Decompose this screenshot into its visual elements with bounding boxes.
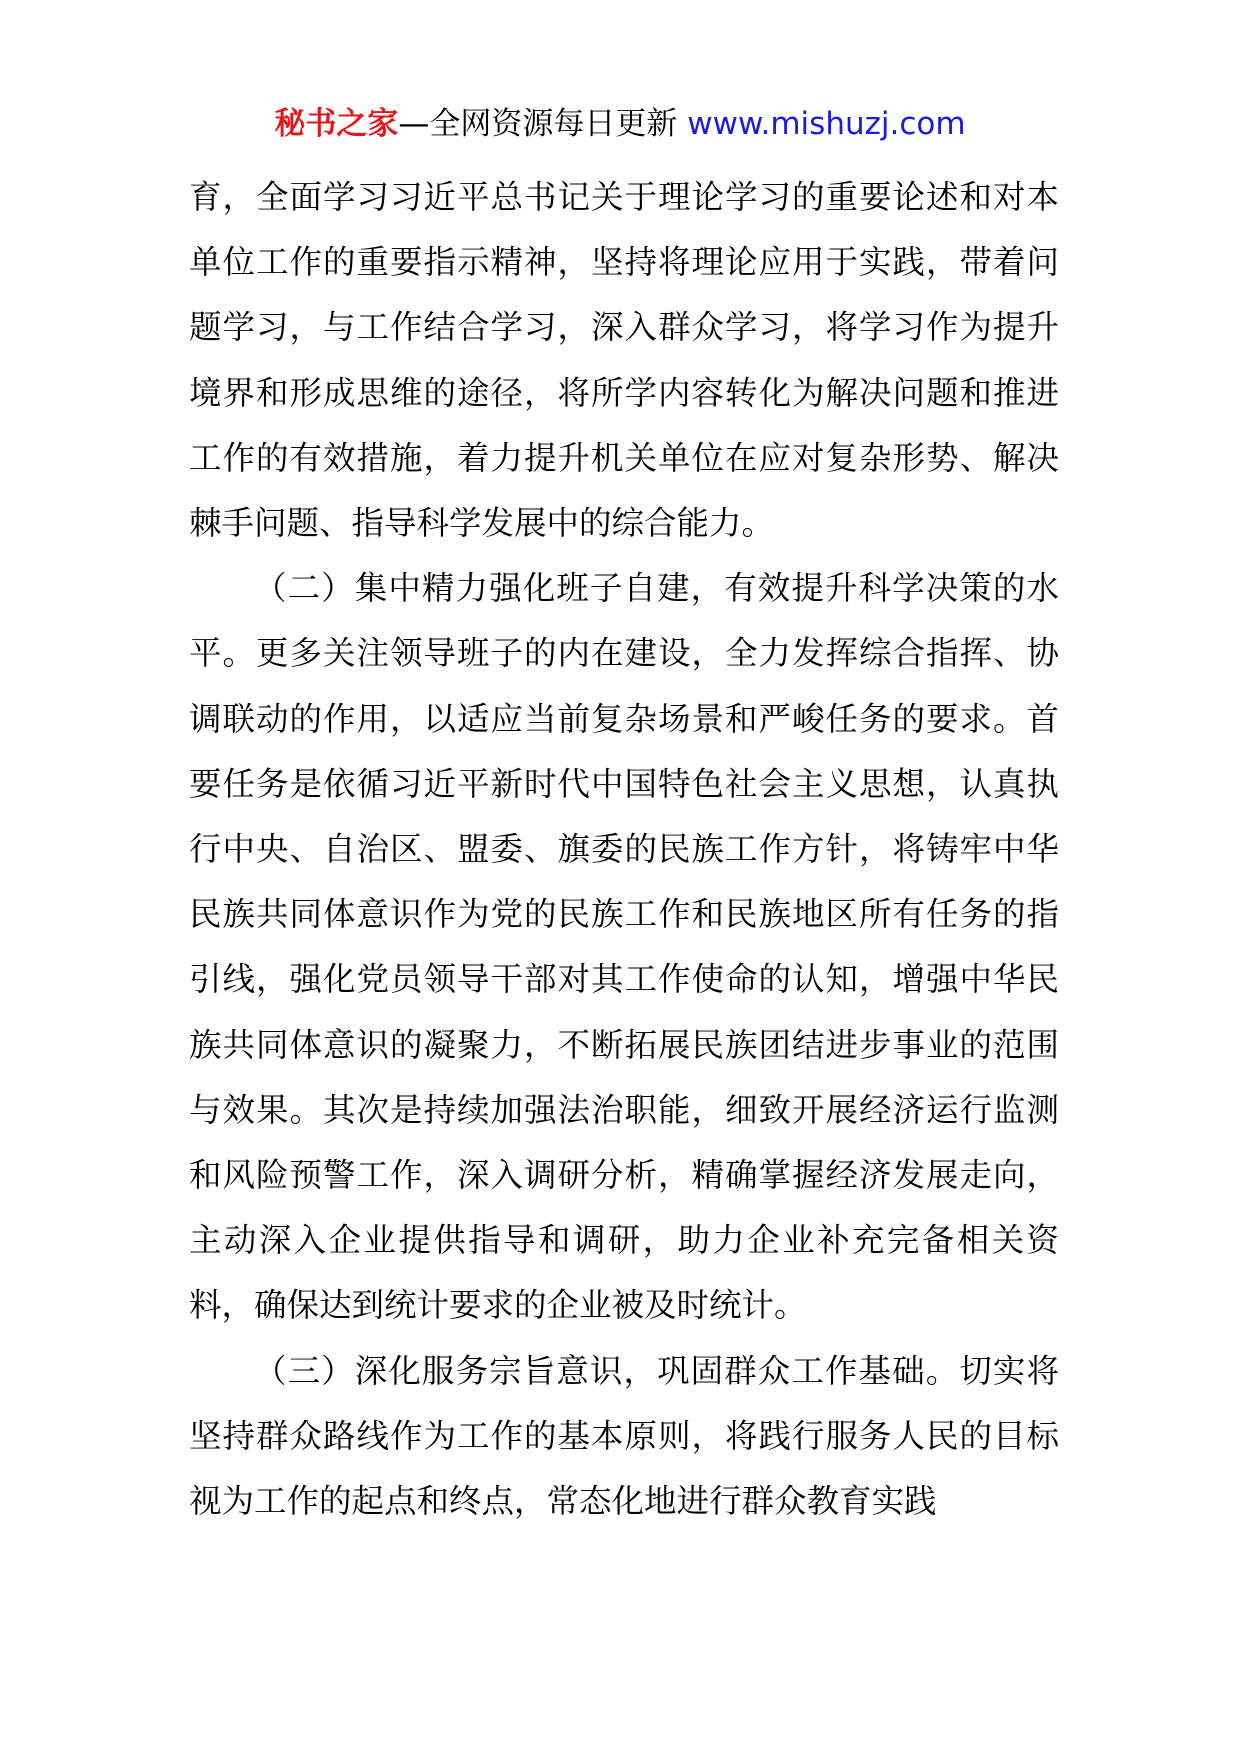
site-url: www.mishuzj.com xyxy=(687,106,966,142)
paragraph-continuation: 育，全面学习习近平总书记关于理论学习的重要论述和对本单位工作的重要指示精神，坚持将理论应用于实践，带着问题学习，与工作结合学习，深入群众学习，将学习作为提升境界和形成思维的途径，将所学内容转化为解决问题和推进工作的有效措施，着力提升机关单位在应对复杂形势、解决棘手问题、指导科学发展中的综合能力。 xyxy=(189,178,1059,543)
paragraph-section-2: （二）集中精力强化班子自建，有效提升科学决策的水平。更多关注领导班子的内在建设，全力发挥综合指挥、协调联动的作用，以适应当前复杂场景和严峻任务的要求。首要任务是依循习近平新时代中国特色社会主义思想，认真执行中央、自治区、盟委、旗委的民族工作方针，将铸牢中华民族共同体意识作为党的民族工作和民族地区所有任务的指引线，强化党员领导干部对其工作使命的认知，增强中华民族共同体意识的凝聚力，不断拓展民族团结进步事业的范围与效果。其次是持续加强法治职能，细致开展经济运行监测和风险预警工作，深入调研分析，精确掌握经济发展走向，主动深入企业提供指导和调研，助力企业补充完备相关资料，确保达到统计要求的企业被及时统计。 xyxy=(189,569,1059,1325)
site-brand: 秘书之家 xyxy=(274,106,399,142)
paragraph-section-3: （三）深化服务宗旨意识，巩固群众工作基础。切实将坚持群众路线作为工作的基本原则，将践行服务人民的目标视为工作的起点和终点，常态化地进行群众教育实践 xyxy=(189,1351,1059,1521)
page-header xyxy=(0,102,1240,146)
document-body xyxy=(189,165,1059,1534)
site-tagline: —全网资源每日更新 xyxy=(398,106,688,142)
